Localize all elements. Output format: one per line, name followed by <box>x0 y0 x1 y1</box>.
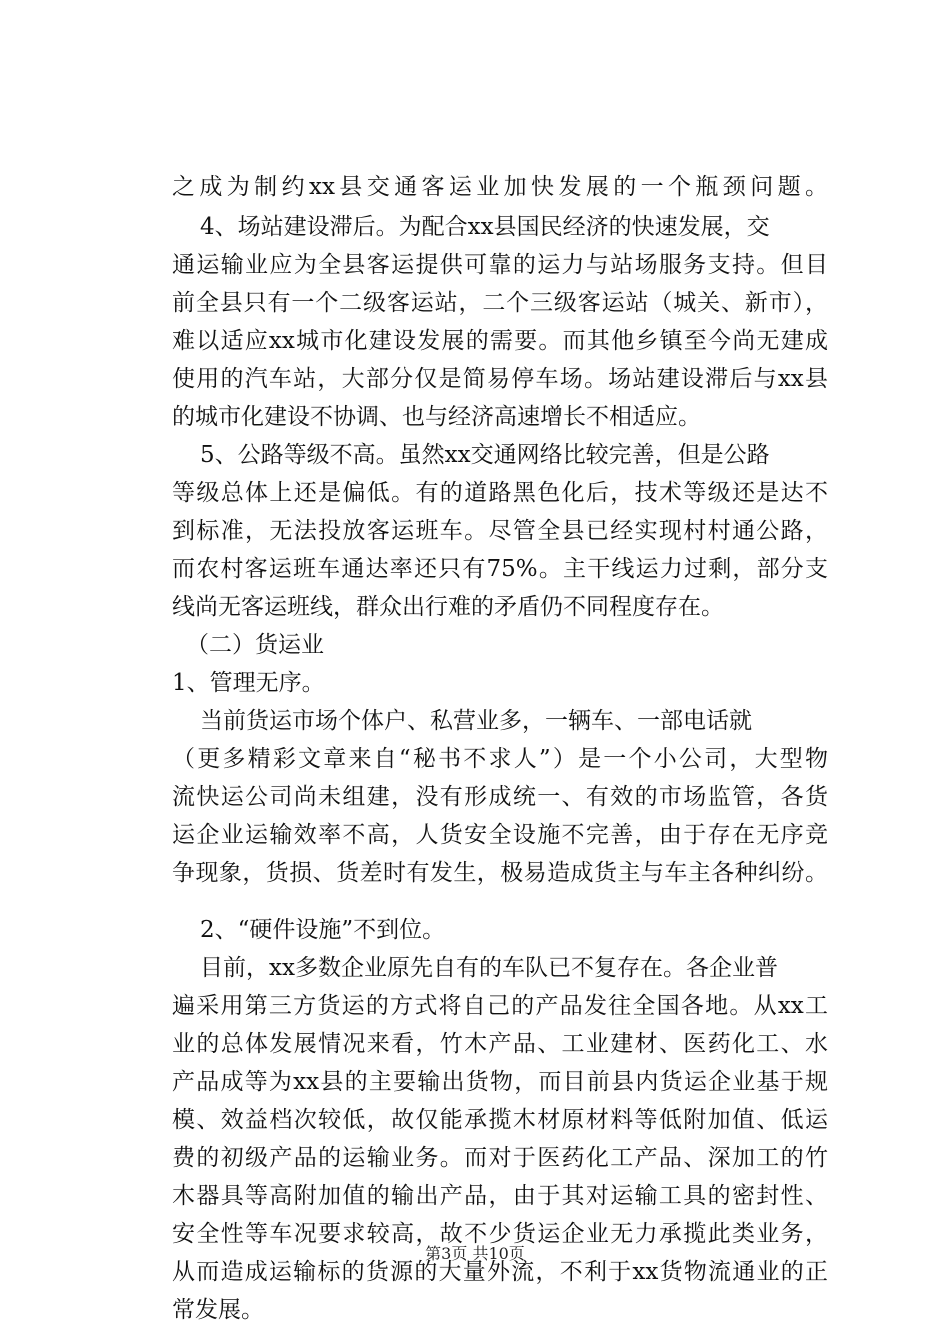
paragraph-line: 运企业运输效率不高，人货安全设施不完善，由于存在无序竞 <box>172 822 828 848</box>
paragraph-line: 难以适应xx城市化建设发展的需要。而其他乡镇至今尚无建成 <box>172 328 828 354</box>
paragraph-line: 模、效益档次较低，故仅能承揽木材原材料等低附加值、低运 <box>172 1107 828 1133</box>
paragraph-line: 前全县只有一个二级客运站，二个三级客运站（城关、新市）， <box>172 290 828 316</box>
paragraph-line: 使用的汽车站，大部分仅是简易停车场。场站建设滞后与xx县 <box>172 366 828 392</box>
paragraph-line: 费的初级产品的运输业务。而对于医药化工产品、深加工的竹 <box>172 1145 828 1171</box>
paragraph-line: 4、场站建设滞后。为配合xx县国民经济的快速发展，交 <box>200 214 770 240</box>
paragraph-line: 5、公路等级不高。虽然xx交通网络比较完善，但是公路 <box>200 442 770 468</box>
page-number-footer: 第3页 共10页 <box>425 1244 525 1263</box>
paragraph-line: 通运输业应为全县客运提供可靠的运力与站场服务支持。但目 <box>172 252 828 278</box>
paragraph-line: 常发展。 <box>172 1297 264 1323</box>
paragraph-line: 线尚无客运班线，群众出行难的矛盾仍不同程度存在。 <box>172 594 724 620</box>
paragraph-line: 从而造成运输标的货源的大量外流，不利于xx货物流通业的正 <box>172 1259 828 1285</box>
paragraph-line: 的城市化建设不协调、也与经济高速增长不相适应。 <box>172 404 701 430</box>
paragraph-line: 安全性等车况要求较高，故不少货运企业无力承揽此类业务， <box>172 1221 828 1247</box>
paragraph-line: 业的总体发展情况来看，竹木产品、工业建材、医药化工、水 <box>172 1031 828 1057</box>
paragraph-line: 目前，xx多数企业原先自有的车队已不复存在。各企业普 <box>200 955 778 981</box>
paragraph-line: 遍采用第三方货运的方式将自己的产品发往全国各地。从xx工 <box>172 993 828 1019</box>
section-heading: （二）货运业 <box>186 632 324 658</box>
paragraph-line: 到标准，无法投放客运班车。尽管全县已经实现村村通公路， <box>172 518 828 544</box>
paragraph-line: 之成为制约xx县交通客运业加快发展的一个瓶颈问题。 <box>172 174 828 200</box>
subsection-heading: 2、“硬件设施”不到位。 <box>200 917 446 943</box>
paragraph-line: 产品成等为xx县的主要输出货物，而目前县内货运企业基于规 <box>172 1069 828 1095</box>
paragraph-line: 等级总体上还是偏低。有的道路黑色化后，技术等级还是达不 <box>172 480 828 506</box>
paragraph-line: 而农村客运班车通达率还只有75%。主干线运力过剩，部分支 <box>172 556 828 582</box>
paragraph-line: 木器具等高附加值的输出产品，由于其对运输工具的密封性、 <box>172 1183 828 1209</box>
subsection-heading: 1、管理无序。 <box>172 670 325 696</box>
paragraph-line: （更多精彩文章来自“秘书不求人”）是一个小公司，大型物 <box>172 746 828 772</box>
paragraph-line: 争现象，货损、货差时有发生，极易造成货主与车主各种纠纷。 <box>172 860 828 886</box>
paragraph-line: 当前货运市场个体户、私营业多，一辆车、一部电话就 <box>200 708 752 734</box>
paragraph-line: 流快运公司尚未组建，没有形成统一、有效的市场监管，各货 <box>172 784 828 810</box>
